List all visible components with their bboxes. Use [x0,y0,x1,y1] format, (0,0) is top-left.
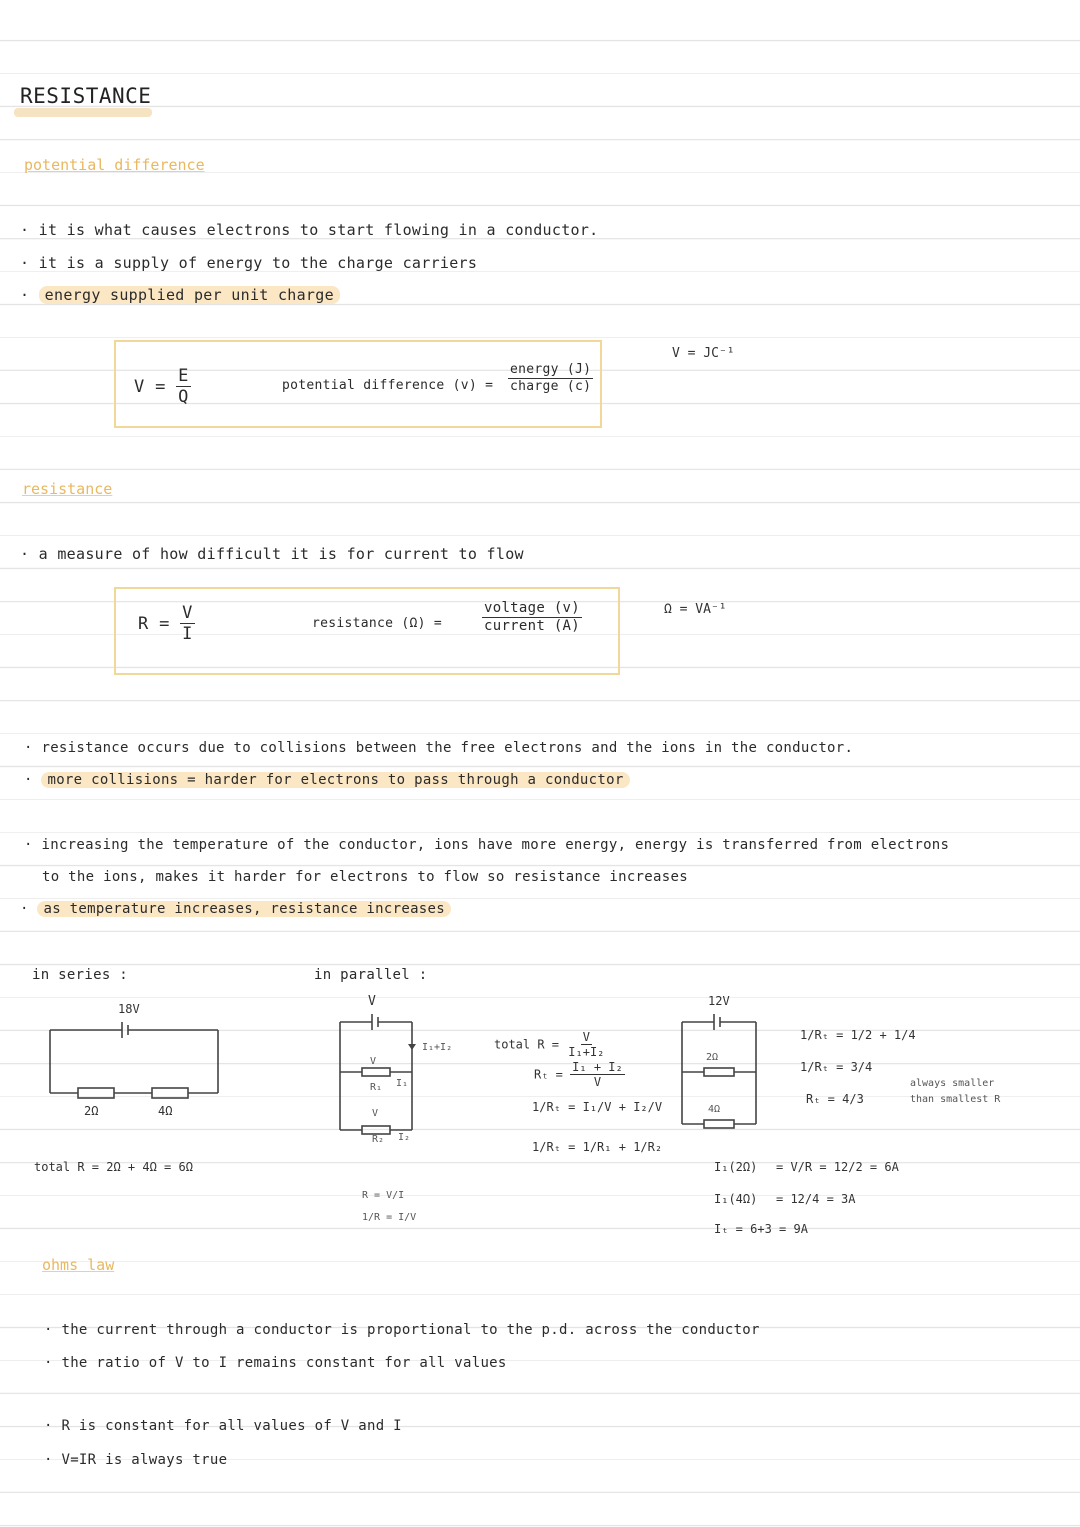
deriv-total: total R = $\frac{V}{\text{I₁+I₂}}$ [494,1030,605,1060]
deriv-rt: Rₜ = $\frac{\text{I₁ + I₂}}{V}$ [534,1060,623,1090]
parallel-label: in parallel : [314,967,428,983]
parallel-r-eq-2: 1/R = I/V [362,1212,417,1223]
example-i2-label: I₁(4Ω) [714,1192,758,1206]
example-calc-2: 1/Rₜ = 3/4 [800,1060,873,1074]
temperature-conclusion: · as temperature increases, resistance increases [20,901,451,917]
example-battery-label: 12V [708,994,730,1008]
example-i1-value: = V/R = 12/2 = 6A [776,1160,899,1174]
page-title: RESISTANCE [20,84,152,108]
example-i2-value: = 12/4 = 3A [776,1192,856,1206]
parallel-r2: R₂ [372,1134,385,1145]
ohms-heading: ohms law [42,1256,115,1274]
pd-unit: V = JC⁻¹ [672,346,735,361]
series-r2-label: 4Ω [158,1104,173,1118]
ohms-bullet-2: · the ratio of V to I remains constant for all values [44,1355,507,1371]
resistance-word-lhs: resistance (Ω) = [312,616,443,631]
series-battery-label: 18V [118,1002,140,1016]
resistance-unit: Ω = VA⁻¹ [664,602,727,617]
resistance-heading: resistance [22,480,113,498]
parallel-i2: I₂ [398,1132,411,1143]
parallel-v1: V [370,1056,377,1067]
pd-word-lhs: potential difference (v) = [282,378,494,393]
pd-formula: V = $\frac{E}{Q}$ [134,366,189,408]
resistance-bullet: · a measure of how difficult it is for current to flow [20,545,524,563]
resistance-formula: R = $\frac{V}{I}$ [138,603,193,645]
series-label: in series : [32,967,129,983]
example-i1-label: I₁(2Ω) [714,1160,758,1174]
series-r1-label: 2Ω [84,1104,99,1118]
pd-bullet-3: · energy supplied per unit charge [20,286,340,304]
pd-bullet-2: · it is a supply of energy to the charge carriers [20,254,478,272]
parallel-branch-current: I₁+I₂ [422,1042,453,1053]
temperature-line-1: · increasing the temperature of the conductor, ions have more energy, energy is transferred from electrons [24,837,950,853]
series-total: total R = 2Ω + 4Ω = 6Ω [34,1160,193,1174]
pd-bullet-1: · it is what causes electrons to start flowing in a conductor. [20,221,599,239]
resistance-word-frac: $\frac{\text{voltage (v)}}{\text{current (A)}}$ [484,600,581,634]
example-calc-3: Rₜ = 4/3 [806,1092,864,1106]
example-r1-label: 2Ω [706,1052,719,1063]
example-r2-label: 4Ω [708,1104,721,1115]
pd-heading: potential difference [24,156,205,174]
pd-word-frac: $\frac{\text{energy (J)}}{\text{charge (c)}}$ [510,362,592,394]
ohms-bullet-4: · V=IR is always true [44,1452,228,1468]
collisions-bullet: · resistance occurs due to collisions between the free electrons and the ions in the conductor. [24,740,854,756]
parallel-battery-label: V [368,994,376,1009]
parallel-i1: I₁ [396,1078,409,1089]
example-note-2: than smallest R [910,1094,1001,1105]
deriv-reciprocal-r: 1/Rₜ = 1/R₁ + 1/R₂ [532,1140,663,1154]
parallel-v2: V [372,1108,379,1119]
temperature-line-2: to the ions, makes it harder for electrons to flow so resistance increases [42,869,688,885]
example-it: Iₜ = 6+3 = 9A [714,1222,808,1236]
parallel-r1: R₁ [370,1082,383,1093]
parallel-r-eq: R = V/I [362,1190,405,1201]
deriv-reciprocal: 1/Rₜ = I₁/V + I₂/V [532,1100,663,1114]
example-note-1: always smaller [910,1078,995,1089]
example-calc-1: 1/Rₜ = 1/2 + 1/4 [800,1028,916,1042]
ohms-bullet-1: · the current through a conductor is proportional to the p.d. across the conductor [44,1322,760,1338]
more-collisions-bullet: · more collisions = harder for electrons to pass through a conductor [24,772,630,788]
ohms-bullet-3: · R is constant for all values of V and I [44,1418,402,1434]
